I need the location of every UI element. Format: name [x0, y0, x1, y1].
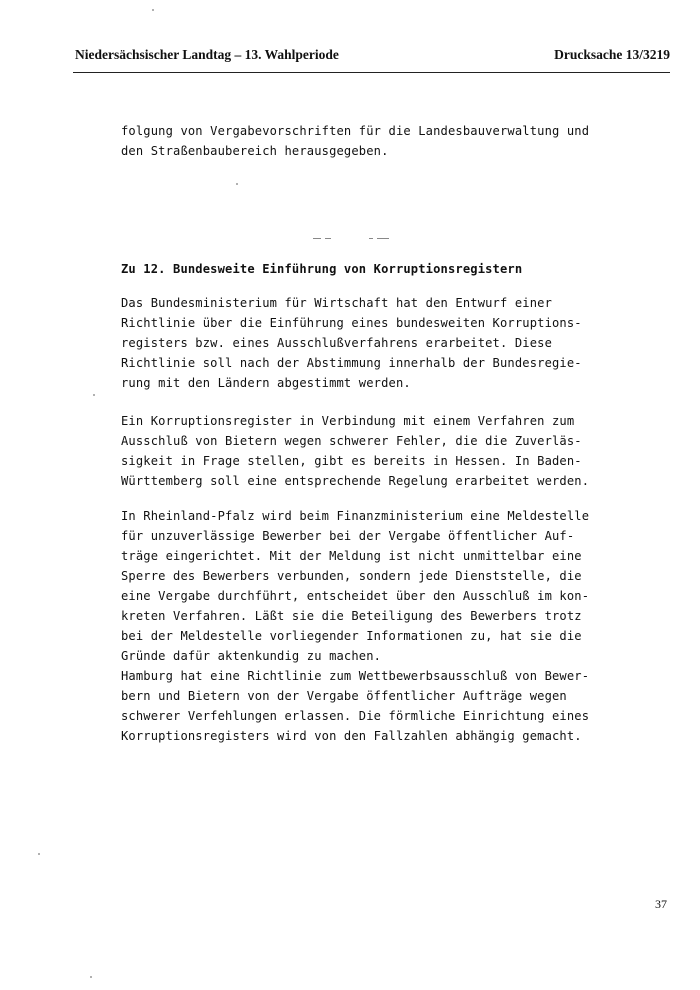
paragraph-continuation	[121, 121, 601, 161]
scan-speck	[236, 183, 238, 185]
section-heading-text: Zu 12. Bundesweite Einführung von Korruptionsregistern	[121, 262, 523, 276]
text-line: bern und Bietern von der Vergabe öffentlicher Aufträge wegen	[121, 689, 567, 703]
separator-dash	[377, 238, 389, 239]
text-line: rung mit den Ländern abgestimmt werden.	[121, 376, 411, 390]
text-line: Ein Korruptionsregister in Verbindung mit einem Verfahren zum	[121, 414, 575, 428]
separator-dash	[325, 238, 331, 239]
header-publication: Niedersächsischer Landtag – 13. Wahlperiode	[75, 47, 339, 62]
text-line: Hamburg hat eine Richtlinie zum Wettbewerbsausschluß von Bewer-	[121, 669, 590, 683]
scan-speck	[152, 9, 154, 11]
text-line: eine Vergabe durchführt, entscheidet über den Ausschluß im kon-	[121, 589, 590, 603]
separator-dash	[369, 238, 373, 239]
text-line: schwerer Verfehlungen erlassen. Die förmliche Einrichtung eines	[121, 709, 590, 723]
scan-speck	[38, 853, 40, 855]
text-line: bei der Meldestelle vorliegender Informationen zu, hat sie die	[121, 629, 582, 643]
text-line: Richtlinie über die Einführung eines bundesweiten Korruptions-	[121, 316, 582, 330]
text-line: Sperre des Bewerbers verbunden, sondern jede Dienststelle, die	[121, 569, 582, 583]
paragraph-rheinland-pfalz-hamburg	[121, 506, 601, 746]
text-line: den Straßenbaubereich herausgegeben.	[121, 144, 389, 158]
header-rule	[73, 72, 670, 73]
text-line: folgung von Vergabevorschriften für die Landesbauverwaltung und	[121, 124, 590, 138]
separator-dash	[313, 238, 321, 239]
section-heading	[121, 259, 601, 279]
text-line: In Rheinland-Pfalz wird beim Finanzministerium eine Meldestelle	[121, 509, 590, 523]
header-document-number: Drucksache 13/3219	[554, 47, 670, 62]
scan-speck	[90, 976, 92, 978]
text-line: sigkeit in Frage stellen, gibt es bereits in Hessen. In Baden-	[121, 454, 582, 468]
paragraph-hessen	[121, 411, 601, 491]
text-line: Ausschluß von Bietern wegen schwerer Fehler, die die Zuverläs-	[121, 434, 582, 448]
text-line: Richtlinie soll nach der Abstimmung innerhalb der Bundesregie-	[121, 356, 582, 370]
text-line: Das Bundesministerium für Wirtschaft hat den Entwurf einer	[121, 296, 553, 310]
text-line: registers bzw. eines Ausschlußverfahrens erarbeitet. Diese	[121, 336, 553, 350]
text-line: Korruptionsregisters wird von den Fallzahlen abhängig gemacht.	[121, 729, 582, 743]
text-line: für unzuverlässige Bewerber bei der Vergabe öffentlicher Auf-	[121, 529, 575, 543]
scan-speck	[93, 394, 95, 396]
text-line: träge eingerichtet. Mit der Meldung ist nicht unmittelbar eine	[121, 549, 582, 563]
text-line: Gründe dafür aktenkundig zu machen.	[121, 649, 382, 663]
paragraph-federal-ministry	[121, 293, 601, 393]
text-line: kreten Verfahren. Läßt sie die Beteiligung des Bewerbers trotz	[121, 609, 582, 623]
page-number: 37	[655, 897, 667, 911]
text-line: Württemberg soll eine entsprechende Regelung erarbeitet werden.	[121, 474, 590, 488]
page-header	[75, 47, 670, 69]
section-separator	[313, 238, 393, 242]
